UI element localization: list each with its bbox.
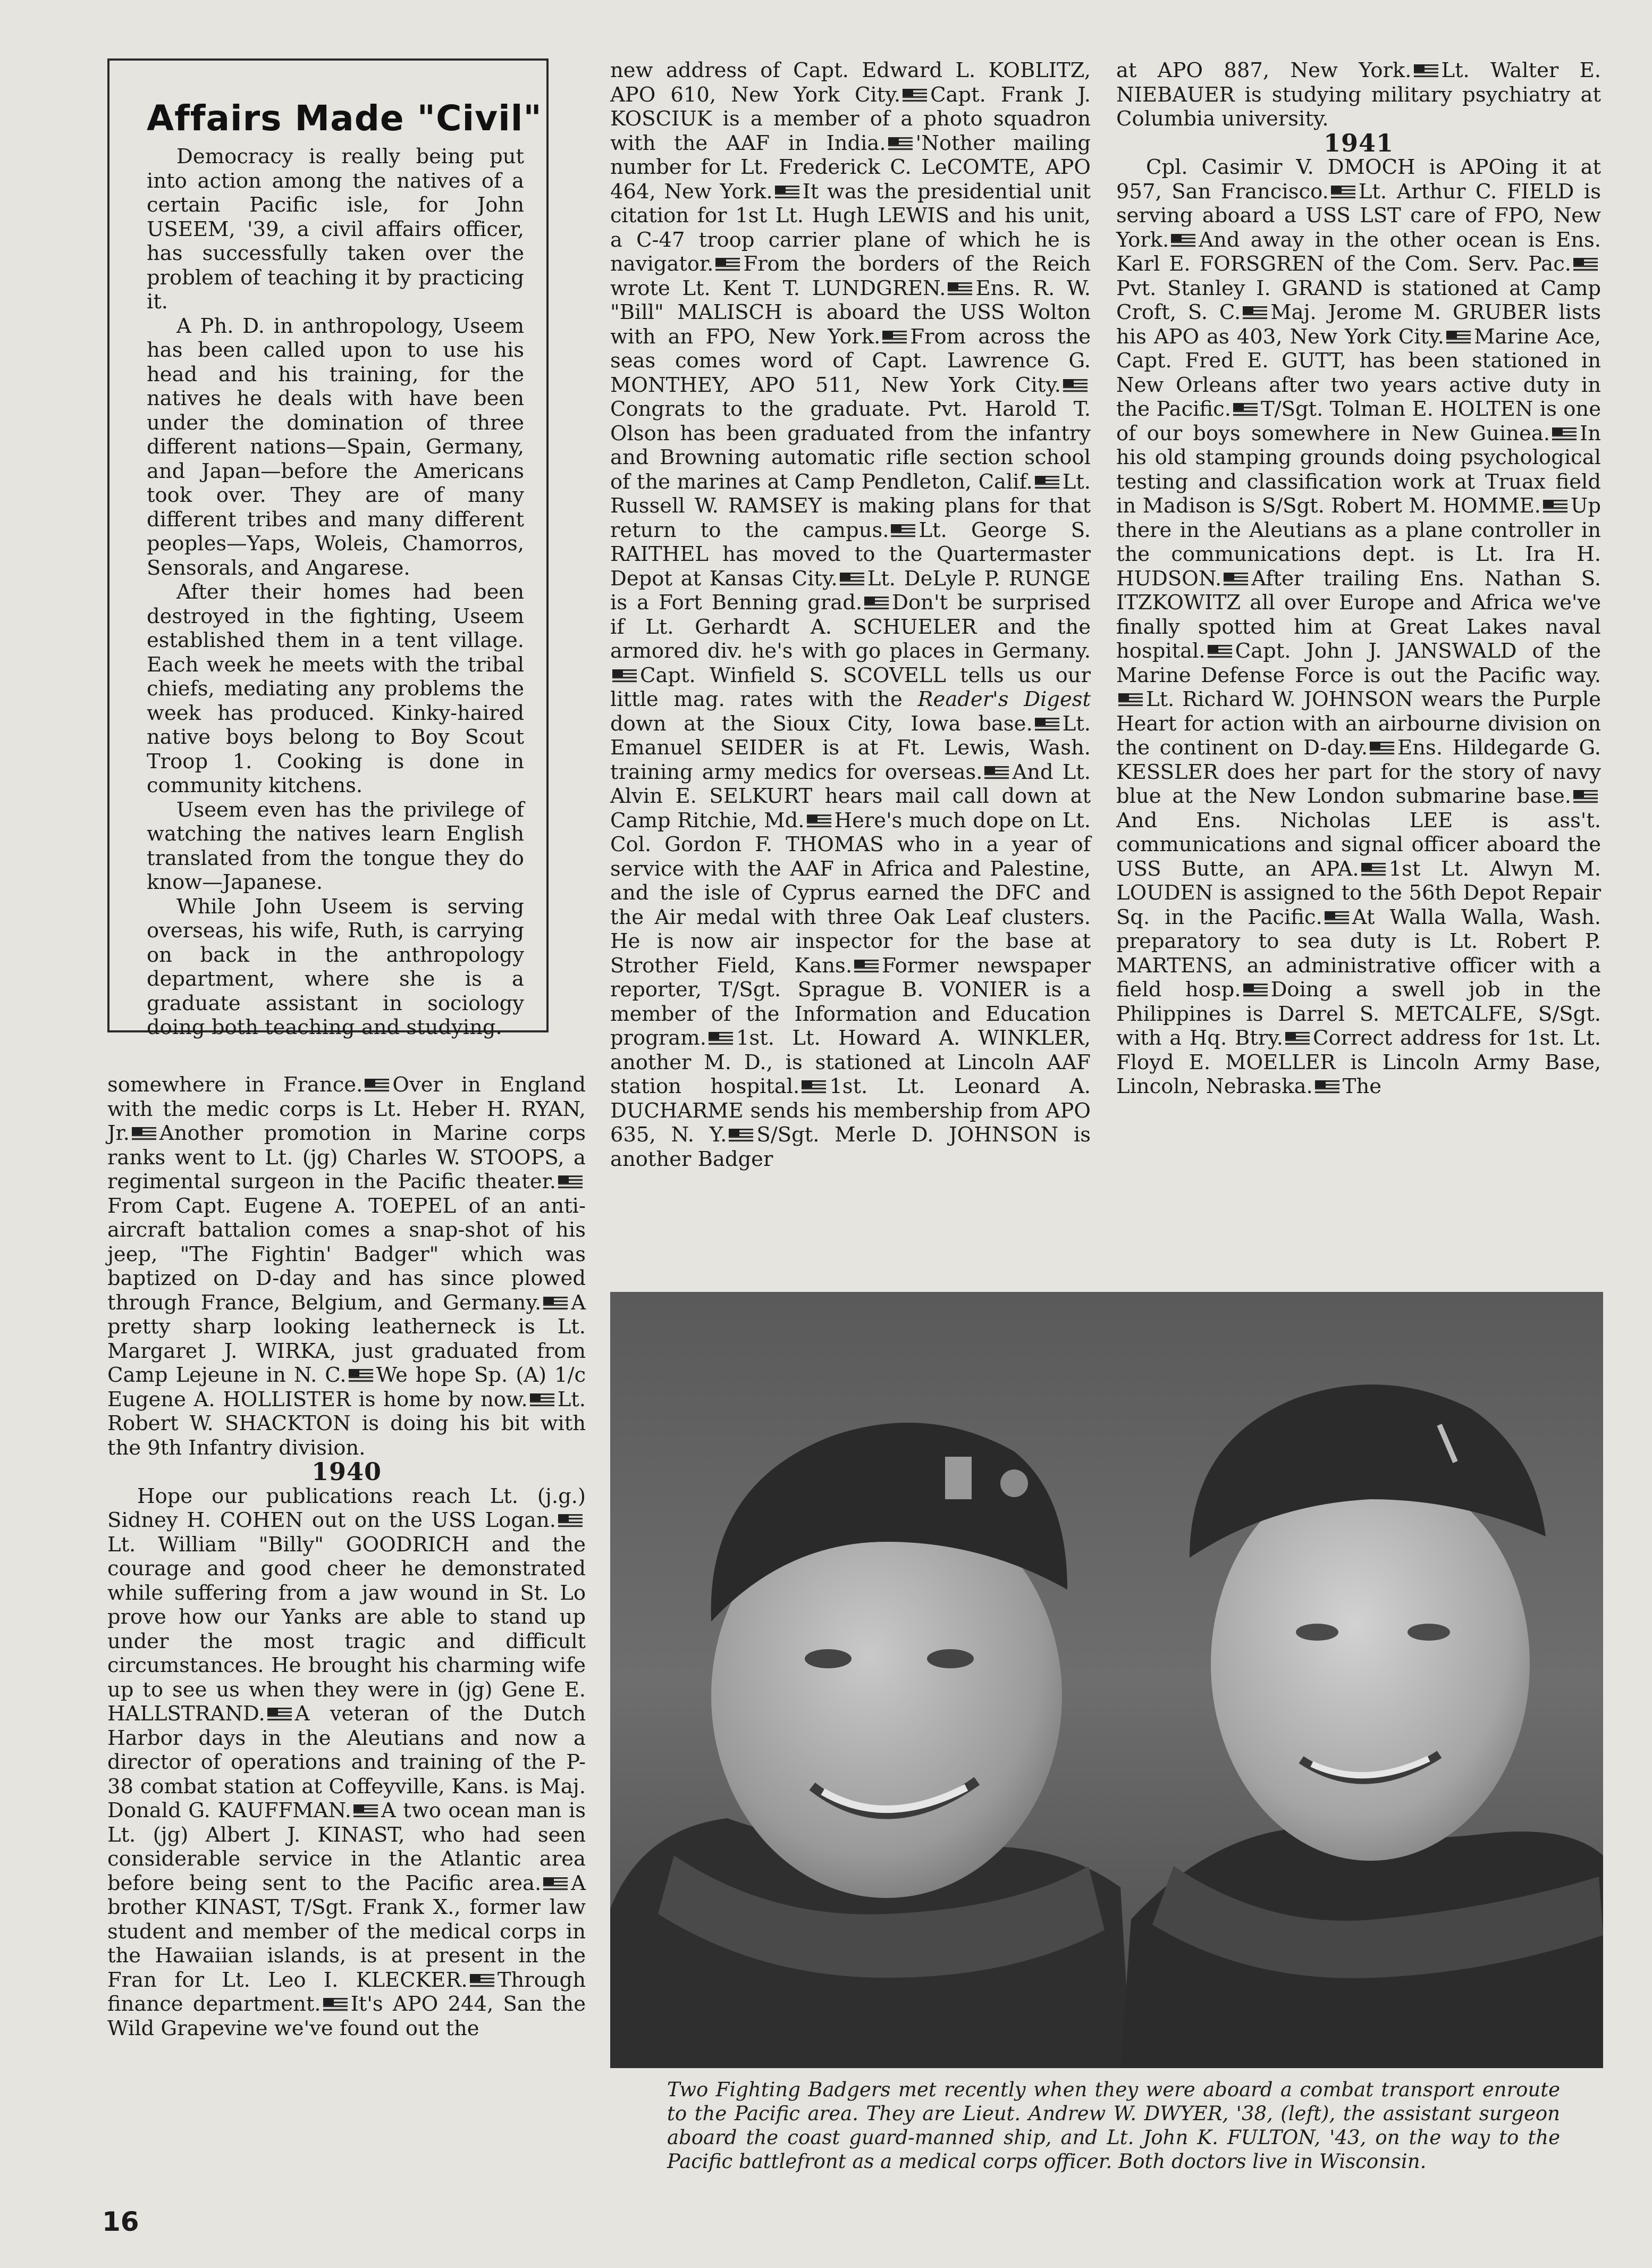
entry-text: T/Sgt. Tolman E. HOLTEN is one of our boys somewhere in New Guinea.: [1116, 397, 1602, 446]
entry-text: Lt. DeLyle P. RUNGE is a Fort Benning grad.: [610, 566, 1091, 615]
entry-text: S/Sgt. Merle D. JOHNSON is another Badger: [610, 1123, 1091, 1171]
flag-icon: [802, 1080, 826, 1094]
entry-text: Marine Ace, Capt. Fred E. GUTT, has been stationed in New Orleans after two years active duty in the Pacific.: [1116, 324, 1601, 421]
column-3-items: [1116, 155, 1601, 1099]
flag-icon: [1208, 645, 1232, 659]
entry-text: It was the presidential unit citation for 1st Lt. Hugh LEWIS and his unit, a C-47 troop carrier plane of which he is navigator.: [610, 179, 1091, 276]
flag-icon: [882, 331, 907, 345]
entry-text: A brother KINAST, T/Sgt. Frank X., former law student and member of the medical corps in the Hawaiian islands, is at present in the Fran for Lt. Leo I. KLECKER.: [107, 1871, 586, 1992]
flag-icon: [1543, 500, 1567, 514]
entry-text: 'Nother mailing number for Lt. Frederick C. LeCOMTE, APO 464, New York.: [610, 131, 1091, 204]
flag-icon: [715, 258, 740, 272]
flag-icon: [948, 282, 972, 296]
photo-two-officers: [610, 1292, 1603, 2068]
flag-icon: [365, 1079, 389, 1093]
entry-text: Ens. Hildegarde G. KESSLER does her part for the story of navy blue at the New London submarine base.: [1116, 736, 1601, 808]
entry-text: Capt. Frank J. KOSCIUK is a member of a photo squadron with the AAF in India.: [610, 82, 1091, 155]
entry-text: Lt. Walter E. NIEBAUER is studying military psychiatry at Columbia university.: [1116, 58, 1601, 131]
flag-icon: [1035, 718, 1059, 732]
column-3-lead: [1116, 58, 1601, 131]
entry-text: Correct address for 1st. Lt. Floyd E. MOELLER is Lincoln Army Base, Lincoln, Nebraska.: [1116, 1026, 1601, 1098]
entry-text: Capt. John J. JANSWALD of the Marine Defense Force is out the Pacific way.: [1116, 639, 1601, 687]
entry-text: And Lt. Alvin E. SELKURT hears mail call down at Camp Ritchie, Md.: [610, 760, 1091, 833]
entry-text: Through finance department.: [107, 1968, 586, 2016]
flag-icon: [1573, 790, 1598, 804]
entry-text: Doing a swell job in the Philippines is Darrel S. METCALFE, S/Sgt. with a Hq. Btry.: [1116, 978, 1601, 1050]
year-heading-1940: 1940: [311, 1457, 382, 1486]
flag-icon: [1171, 234, 1195, 248]
flag-icon: [864, 597, 889, 610]
entry-text: And away in the other ocean is Ens. Karl E. FORSGREN of the Com. Serv. Pac.: [1116, 228, 1601, 276]
flag-icon: [1035, 476, 1059, 490]
flag-icon: [775, 186, 799, 199]
flag-icon: [1063, 379, 1088, 393]
flag-icon: [854, 960, 879, 973]
year-heading-1941: 1941: [1323, 128, 1394, 157]
column-2: [610, 58, 1091, 1171]
flag-icon: [1573, 258, 1598, 272]
flag-icon: [1315, 1080, 1339, 1094]
entry-text: The: [1342, 1074, 1382, 1098]
entry-text: We hope Sp. (A) 1/c Eugene A. HOLLISTER is home by now.: [107, 1363, 586, 1412]
entry-text: In his old stamping grounds doing psychological testing and classification work at Truax field in Madison is S/Sgt. Robert M. HOMME.: [1116, 421, 1601, 518]
flag-icon: [1118, 693, 1143, 707]
flag-icon: [323, 1998, 348, 2012]
flag-icon: [903, 89, 927, 103]
flag-icon: [1370, 742, 1394, 755]
flag-icon: [353, 1804, 378, 1818]
entry-text: down at the Sioux City, Iowa base.: [610, 711, 1033, 736]
entry-text: Maj. Jerome M. GRUBER lists his APO as 403, New York City.: [1116, 300, 1601, 349]
entry-text: A two ocean man is Lt. (jg) Albert J. KINAST, who had seen considerable service in the Atlantic area before being sent to the Pacific area.: [107, 1799, 586, 1895]
sidebar-paragraph: A Ph. D. in anthropology, Useem has been called upon to use his head and his training, for the natives he deals with have been under the domination of three different nations—Spain, Germany, and Japan—before the Americans took over. They are of many different tribes and many different peoples—Yaps, Woleis, Chamorros, Sensorals, and Angarese.: [147, 314, 524, 580]
flag-icon: [470, 1974, 494, 1988]
entry-text: Capt. Winfield S. SCOVELL tells us our little mag. rates with the: [610, 663, 1091, 711]
flag-icon: [1233, 403, 1258, 417]
entry-text: At Walla Walla, Wash. preparatory to sea duty is Lt. Robert P. MARTENS, an administrative officer with a field hosp.: [1116, 905, 1601, 1002]
photo-caption: Two Fighting Badgers met recently when they were aboard a combat transport enroute to the Pacific area. They are Lieut. Andrew W. DWYER, '38, (left), the assistant surgeon aboard the coast guard-manned ship, and Lt. John K. FULTON, '43, on the way to the Pacific battlefront as a medical corps officer. Both doctors live in Wisconsin.: [667, 2078, 1560, 2173]
entry-text: 1st. Lt. Howard A. WINKLER, another M. D., is stationed at Lincoln AAF station hospital.: [610, 1026, 1091, 1098]
entry-text: It's APO 244, San the Wild Grapevine we've found out the: [107, 1992, 586, 2040]
flag-icon: [888, 137, 913, 151]
flag-icon: [267, 1708, 292, 1721]
entry-text: at APO 887, New York.: [1116, 58, 1412, 82]
flag-icon: [729, 1129, 753, 1143]
entry-text: Over in England with the medic corps is Lt. Heber H. RYAN, Jr.: [107, 1073, 586, 1145]
entry-text: Pvt. Stanley I. GRAND is stationed at Camp Croft, S. C.: [1116, 276, 1601, 324]
entry-text: Lt. William "Billy" GOODRICH and the courage and good cheer he demonstrated while suffering from a jaw wound in St. Lo prove how our Yanks are able to stand up under the most tragic and difficult circumstances. He brought his charming wife up to see us when they were in (jg) Gene E. HALLSTRAND.: [107, 1532, 586, 1726]
entry-text: Lt. George S. RAITHEL has moved to the Quartermaster Depot at Kansas City.: [610, 518, 1091, 591]
flag-icon: [984, 766, 1009, 780]
column-1: [107, 1073, 586, 2040]
flag-icon: [1446, 331, 1471, 345]
flag-icon: [132, 1127, 156, 1141]
entry-text: somewhere in France.: [107, 1073, 363, 1097]
publication-title: Reader's Digest: [917, 687, 1091, 711]
sidebar-paragraph: After their homes had been destroyed in the fighting, Useem established them in a tent village. Each week he meets with the tribal chiefs, mediating any problems the week has produced. Kinky-haired native boys belong to Boy Scout Troop 1. Cooking is done in community kitchens.: [147, 580, 524, 797]
entry-text: Former newspaper reporter, T/Sgt. Sprague B. VONIER is a member of the Information and Education program.: [610, 953, 1091, 1050]
flag-icon: [543, 1877, 568, 1891]
entry-text: Lt. Arthur C. FIELD is serving aboard a USS LST care of FPO, New York.: [1116, 179, 1601, 252]
entry-text: Up there in the Aleutians as a plane controller in the communications dept. is Lt. Ira H. HUDSON.: [1116, 494, 1601, 591]
flag-icon: [530, 1393, 554, 1407]
entry-text: Hope our publications reach Lt. (j.g.) Sidney H. COHEN out on the USS Logan.: [107, 1484, 586, 1532]
entry-text: Cpl. Casimir V. DMOCH is APOing it at 957, San Francisco.: [1116, 155, 1601, 204]
sidebar-title: Affairs Made "Civil": [147, 98, 542, 139]
entry-text: From across the seas comes word of Capt. Lawrence G. MONTHEY, APO 511, New York City.: [610, 324, 1091, 397]
entry-text: Don't be surprised if Lt. Gerhardt A. SCHUELER and the armored div. he's with go places in Germany.: [610, 591, 1091, 663]
flag-icon: [543, 1297, 568, 1311]
flag-icon: [1285, 1032, 1310, 1046]
flag-icon: [558, 1175, 583, 1189]
flag-icon: [891, 524, 915, 538]
flag-icon: [1325, 911, 1349, 925]
entry-text: Lt. Richard W. JOHNSON wears the Purple Heart for action with an airbourne division on the continent on D-day.: [1116, 687, 1601, 760]
flag-icon: [1552, 427, 1577, 441]
sidebar-box: [107, 58, 549, 1039]
flag-icon: [1414, 64, 1438, 78]
column-1-items: [107, 1484, 586, 2041]
flag-icon: [612, 669, 637, 683]
entry-text: And Ens. Nicholas LEE is ass't. communications and signal officer aboard the USS Butte, an APA.: [1116, 808, 1601, 881]
entry-text: 1st. Lt. Leonard A. DUCHARME sends his membership from APO 635, N. Y.: [610, 1074, 1091, 1147]
column-1-lead: [107, 1073, 586, 1460]
photo-illustration: [610, 1292, 1603, 2068]
entry-text: After trailing Ens. Nathan S. ITZKOWITZ all over Europe and Africa we've finally spotted him at Great Lakes naval hospital.: [1116, 566, 1601, 663]
entry-text: Lt. Emanuel SEIDER is at Ft. Lewis, Wash. training army medics for overseas.: [610, 711, 1091, 784]
flag-icon: [1243, 306, 1267, 320]
entry-text: Lt. Russell W. RAMSEY is making plans for that return to the campus.: [610, 469, 1091, 542]
sidebar-body: [147, 145, 524, 1040]
flag-icon: [1243, 984, 1268, 997]
flag-icon: [1224, 573, 1248, 586]
flag-icon: [1361, 863, 1386, 877]
flag-icon: [709, 1032, 733, 1046]
sidebar-paragraph: Democracy is really being put into action among the natives of a certain Pacific isle, for John USEEM, '39, a civil affairs officer, has successfully taken over the problem of teaching it by practicing it.: [147, 145, 524, 314]
sidebar-paragraph: Useem even has the privilege of watching the natives learn English translated from the tongue they do know—Japanese.: [147, 797, 524, 894]
entry-text: From Capt. Eugene A. TOEPEL of an anti-aircraft battalion comes a snap-shot of his jeep, "The Fightin' Badger" which was baptized on D-day and has since plowed through France, Belgium, and Germany.: [107, 1194, 586, 1315]
entry-text: A veteran of the Dutch Harbor days in the Aleutians and now a director of operations and training of the P-38 combat station at Coffeyville, Kans. is Maj. Donald G. KAUFFMAN.: [107, 1702, 586, 1822]
entry-text: Lt. Robert W. SHACKTON is doing his bit with the 9th Infantry division.: [107, 1387, 586, 1460]
flag-icon: [840, 573, 864, 586]
entry-text: A pretty sharp looking leatherneck is Lt. Margaret J. WIRKA, just graduated from Camp Lejeune in N. C.: [107, 1290, 586, 1387]
column-2-items: [610, 58, 1091, 1171]
entry-text: From the borders of the Reich wrote Lt. Kent T. LUNDGREN.: [610, 252, 1091, 300]
entry-text: 1st Lt. Alwyn M. LOUDEN is assigned to the 56th Depot Repair Sq. in the Pacific.: [1116, 856, 1601, 929]
flag-icon: [1331, 186, 1355, 199]
entry-text: Another promotion in Marine corps ranks went to Lt. (jg) Charles W. STOOPS, a regimental surgeon in the Pacific theater.: [107, 1121, 586, 1194]
entry-text: new address of Capt. Edward L. KOBLITZ, APO 610, New York City.: [610, 58, 1091, 107]
flag-icon: [558, 1514, 583, 1528]
page-number: 16: [102, 2206, 139, 2237]
sidebar-paragraph: While John Useem is serving overseas, his wife, Ruth, is carrying on back in the anthropology department, where she is a graduate assistant in sociology doing both teaching and studying.: [147, 894, 524, 1039]
entry-text: Ens. R. W. "Bill" MALISCH is aboard the USS Wolton with an FPO, New York.: [610, 276, 1091, 349]
column-3: [1116, 58, 1601, 1099]
flag-icon: [807, 814, 831, 828]
flag-icon: [349, 1369, 373, 1383]
entry-text: Here's much dope on Lt. Col. Gordon F. THOMAS who in a year of service with the AAF in Africa and Palestine, and the isle of Cyprus earned the DFC and the Air medal with three Oak Leaf clusters. He is now air inspector for the base at Strother Field, Kans.: [610, 808, 1091, 978]
entry-text: Congrats to the graduate. Pvt. Harold T. Olson has been graduated from the infantry and Browning automatic rifle section school of the marines at Camp Pendleton, Calif.: [610, 397, 1091, 494]
